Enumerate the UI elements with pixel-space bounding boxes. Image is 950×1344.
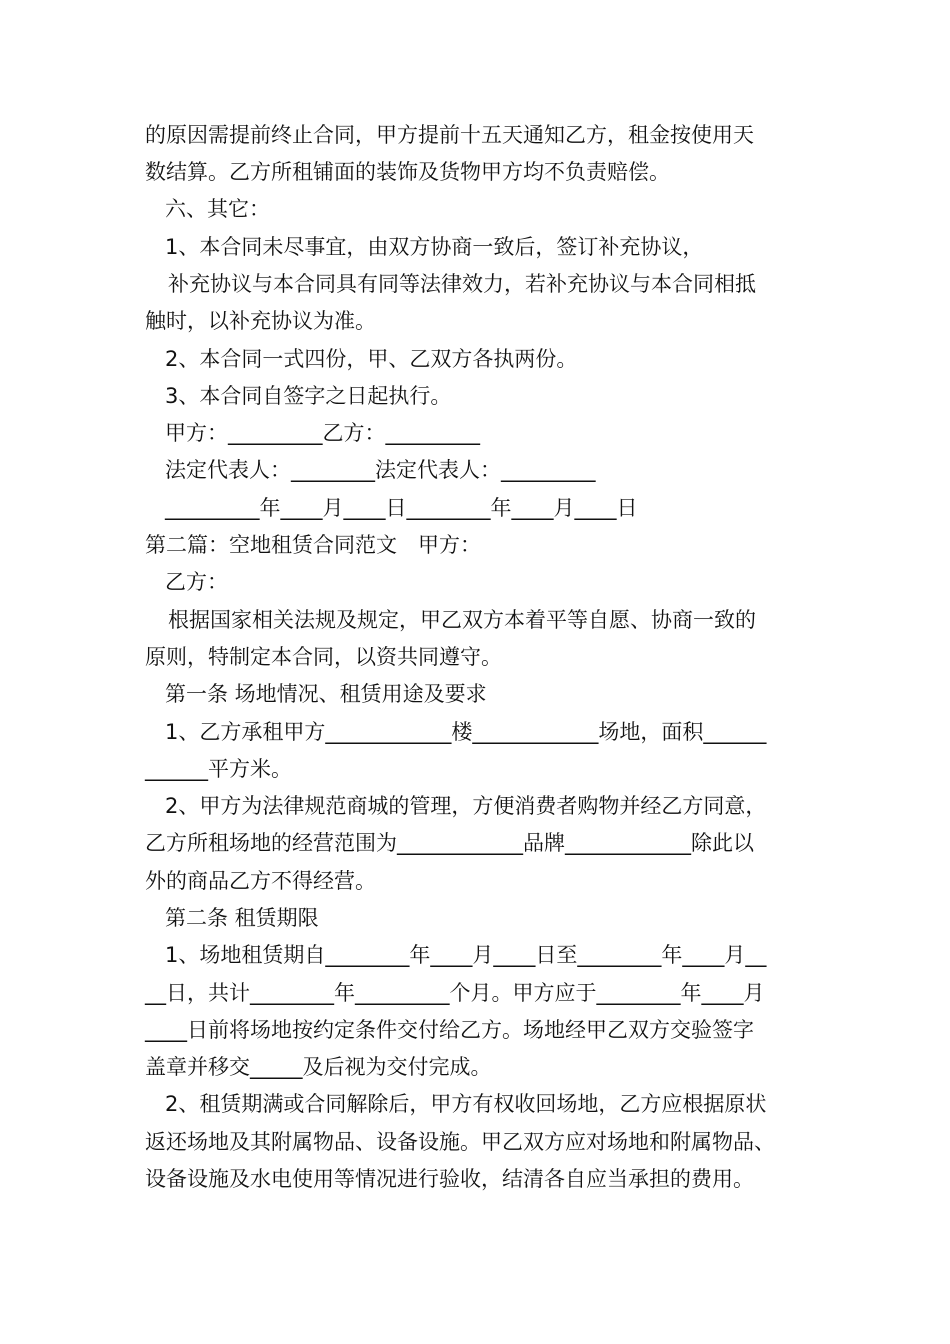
text-line: __日，共计________年_________个月。甲方应于________年____月 (145, 981, 765, 1005)
text-line: 1、本合同未尽事宜，由双方协商一致后，签订补充协议， (165, 235, 704, 259)
text-line: 1、场地租赁期自________年____月____日至________年____月__ (165, 943, 767, 967)
text-line: 补充协议与本合同具有同等法律效力，若补充协议与本合同相抵 (168, 272, 756, 296)
signature-line: 法定代表人：________法定代表人：_________ (165, 458, 596, 482)
text-line: 1、乙方承租甲方____________楼____________场地，面积______ (165, 720, 767, 744)
section-heading: 六、其它： (165, 197, 270, 221)
text-line: ____日前将场地按约定条件交付给乙方。场地经甲乙双方交验签字 (145, 1018, 754, 1042)
date-line: _________年____月____日________年____月____日 (165, 496, 638, 520)
text-line: 返还场地及其附属物品、设备设施。甲乙双方应对场地和附属物品、 (145, 1130, 775, 1154)
text-line: 根据国家相关法规及规定，甲乙双方本着平等自愿、协商一致的 (168, 608, 756, 632)
text-line: 外的商品乙方不得经营。 (145, 869, 376, 893)
text-line: 2、甲方为法律规范商城的管理，方便消费者购物并经乙方同意， (165, 794, 767, 818)
text-line: 数结算。乙方所租铺面的装饰及货物甲方均不负责赔偿。 (145, 160, 670, 184)
text-line: 2、租赁期满或合同解除后，甲方有权收回场地，乙方应根据原状 (165, 1092, 767, 1116)
text-line: 设备设施及水电使用等情况进行验收，结清各自应当承担的费用。 (145, 1167, 754, 1191)
text-line: 触时，以补充协议为准。 (145, 309, 376, 333)
text-line: 3、本合同自签字之日起执行。 (165, 384, 452, 408)
chapter-title: 第二篇：空地租赁合同范文 甲方： (145, 533, 481, 557)
article-heading: 第二条 租赁期限 (165, 906, 319, 930)
text-line: 的原因需提前终止合同，甲方提前十五天通知乙方，租金按使用天 (145, 123, 754, 147)
party-label: 乙方： (165, 570, 228, 594)
text-line: ______平方米。 (145, 757, 292, 781)
text-line: 乙方所租场地的经营范围为____________品牌____________除此以 (145, 831, 754, 855)
text-line: 2、本合同一式四份，甲、乙双方各执两份。 (165, 347, 578, 371)
text-line: 原则，特制定本合同，以资共同遵守。 (145, 645, 502, 669)
text-line: 盖章并移交_____及后视为交付完成。 (145, 1055, 492, 1079)
article-heading: 第一条 场地情况、租赁用途及要求 (165, 682, 487, 706)
signature-line: 甲方：_________乙方：_________ (165, 421, 480, 445)
